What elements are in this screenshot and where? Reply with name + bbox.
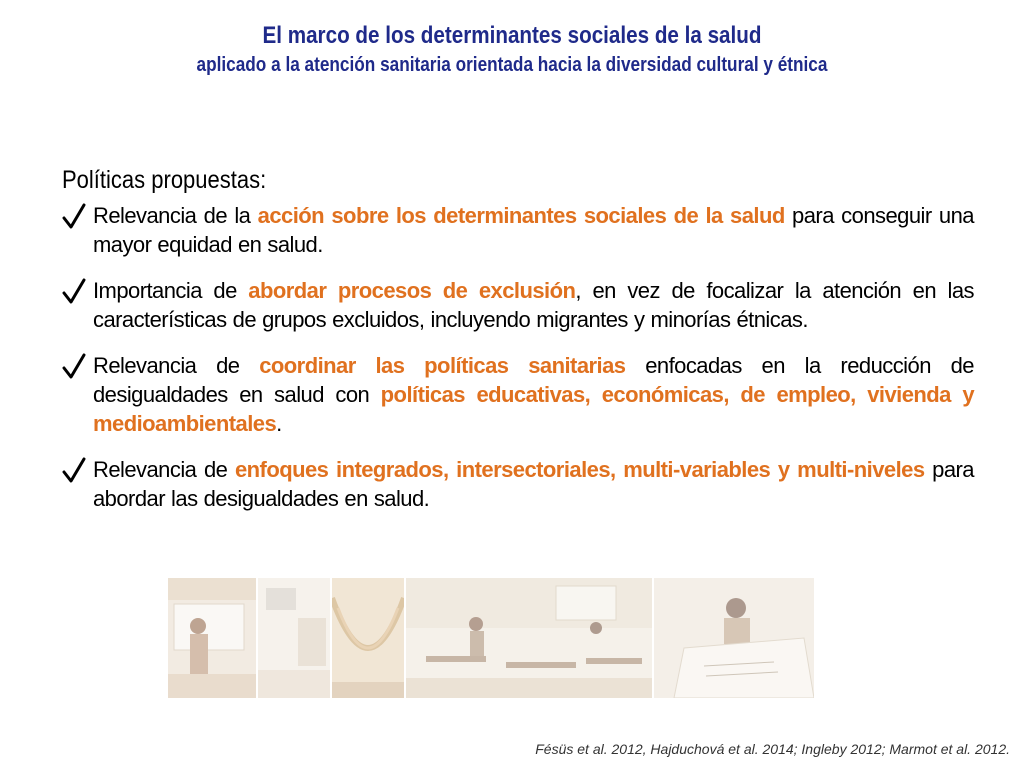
highlighted-phrase: coordinar las políticas sanitarias (259, 353, 626, 378)
policy-item (62, 351, 974, 438)
policy-text (93, 201, 974, 259)
checkmark-icon (62, 351, 86, 381)
slide-subtitle: aplicado a la atención sanitaria orientada hacia la diversidad cultural y étnica (196, 53, 828, 76)
policy-item (62, 201, 974, 259)
text-run: . (276, 411, 282, 436)
text-run: para conseguir una mayor equidad en salud. (93, 203, 974, 257)
policy-text (93, 276, 974, 334)
slide-title: El marco de los determinantes sociales de la salud (262, 22, 762, 49)
highlighted-phrase: enfoques integrados, intersectoriales, multi-variables y multi-niveles (234, 457, 925, 482)
policy-item (62, 276, 974, 334)
text-run: enfocadas en la reducción de desigualdades en salud con (93, 353, 974, 407)
text-run: Importancia de (93, 278, 249, 303)
checkmark-icon (62, 276, 86, 306)
citation-footer: Fésüs et al. 2012, Hajduchová et al. 2014; Ingleby 2012; Marmot et al. 2012. (535, 741, 1010, 757)
slide-body (62, 166, 974, 530)
policy-text (93, 351, 974, 438)
checkmark-icon (62, 455, 86, 485)
photo-hammock-room (332, 578, 404, 698)
slide-header (0, 22, 1024, 77)
highlighted-phrase: políticas educativas, económicas, de empleo, vivienda y medioambientales (93, 382, 975, 436)
highlighted-phrase: abordar procesos de exclusión (248, 278, 576, 303)
text-run: Relevancia de (93, 353, 260, 378)
photo-classroom-wall (258, 578, 330, 698)
section-heading: Políticas propuestas: (62, 166, 267, 194)
photo-classroom-desks (406, 578, 652, 698)
text-run: para abordar las desigualdades en salud. (93, 457, 974, 511)
highlighted-phrase: acción sobre los determinantes sociales de la salud (257, 203, 785, 228)
photo-strip (168, 578, 814, 698)
policy-text (93, 455, 974, 513)
photo-writing-notebook (654, 578, 814, 698)
checkmark-icon (62, 201, 86, 231)
text-run: , en vez de focalizar la atención en las características de grupos excluidos, incluyendo migrantes y minorías étnicas. (93, 278, 974, 332)
policy-list (62, 201, 974, 513)
policy-item (62, 455, 974, 513)
photo-teacher-whiteboard (168, 578, 256, 698)
text-run: Relevancia de la (93, 203, 258, 228)
text-run: Relevancia de (93, 457, 235, 482)
